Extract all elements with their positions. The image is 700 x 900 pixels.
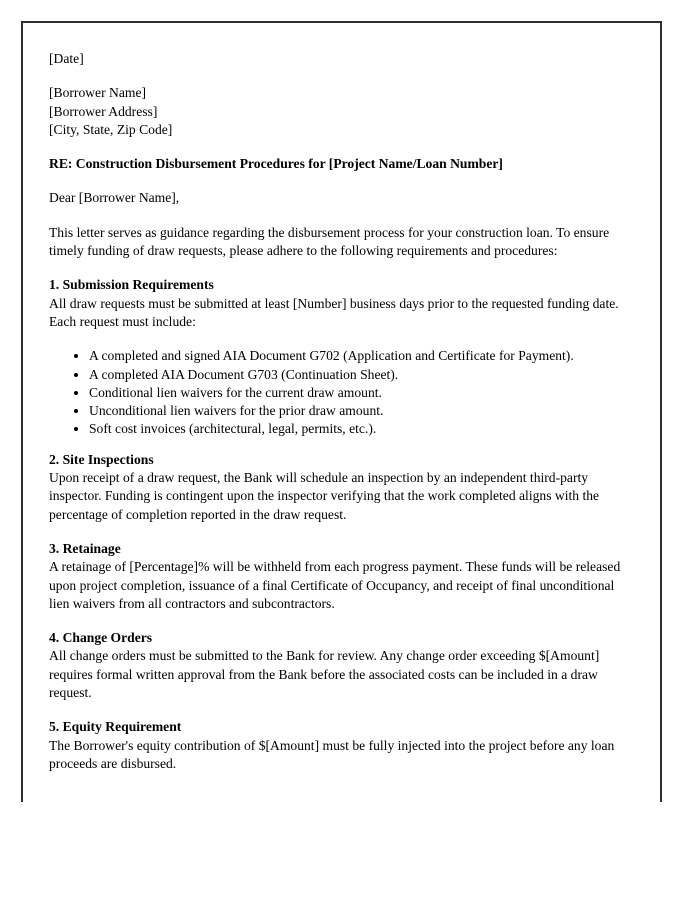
- date-line: [Date]: [49, 51, 84, 66]
- list-item: • Unconditional lien waivers for the prior draw amount.: [89, 402, 634, 420]
- list-item: • A completed and signed AIA Document G702 (Application and Certificate for Payment).: [89, 347, 634, 365]
- section-title-retainage: 3. Retainage: [49, 540, 121, 556]
- section-title-site-inspections: 2. Site Inspections: [49, 451, 154, 467]
- intro-paragraph: This letter serves as guidance regarding the disbursement process for your construction loan. To ensure timely funding of draw requests, please adhere to the following requirements and procedures:: [49, 224, 610, 259]
- recipient-block: [49, 84, 634, 139]
- list-item: • Soft cost invoices (architectural, legal, permits, etc.).: [89, 420, 634, 438]
- section-site-inspections: [49, 451, 634, 524]
- list-item: • A completed AIA Document G703 (Continuation Sheet).: [89, 366, 634, 384]
- section-body-change-orders: All change orders must be submitted to the Bank for review. Any change order exceeding $[Amount] requires formal written approval from the Bank before the associated costs can be included in a draw request.: [49, 648, 600, 701]
- section-title-submission-requirements: 1. Submission Requirements: [49, 277, 214, 293]
- section-body-retainage: A retainage of [Percentage]% will be withheld from each progress payment. These funds will be released upon project completion, issuance of a final Certificate of Occupancy, and receipt of final unconditional lien waivers from all contractors and subcontractors.: [49, 559, 621, 611]
- section-body-site-inspections: Upon receipt of a draw request, the Bank will schedule an inspection by an independent third-party inspector. Funding is contingent upon the inspector verifying that the work completed aligns with the percentage of completion reported in the draw request.: [49, 470, 600, 522]
- recipient-address: [Borrower Address]: [49, 103, 158, 119]
- section-change-orders: [49, 629, 634, 702]
- section-submission-requirements: [49, 276, 634, 331]
- subject-line: RE: Construction Disbursement Procedures for [Project Name/Loan Number]: [49, 156, 503, 172]
- section-equity-requirement: [49, 718, 634, 773]
- section-title-change-orders: 4. Change Orders: [49, 630, 153, 646]
- letter-page: [21, 21, 662, 802]
- section-body-equity-requirement: The Borrower's equity contribution of $[Amount] must be fully injected into the project before any loan proceeds are disbursed.: [49, 737, 615, 771]
- submission-checklist: [49, 347, 634, 438]
- recipient-city-state-zip: [City, State, Zip Code]: [49, 121, 173, 137]
- salutation-line: Dear [Borrower Name],: [49, 190, 180, 206]
- recipient-name: [Borrower Name]: [49, 85, 147, 101]
- section-retainage: [49, 540, 634, 613]
- section-body-submission-requirements: All draw requests must be submitted at least [Number] business days prior to the requested funding date. Each request must include:: [49, 295, 619, 329]
- list-item: • Conditional lien waivers for the current draw amount.: [89, 384, 634, 402]
- section-title-equity-requirement: 5. Equity Requirement: [49, 719, 182, 735]
